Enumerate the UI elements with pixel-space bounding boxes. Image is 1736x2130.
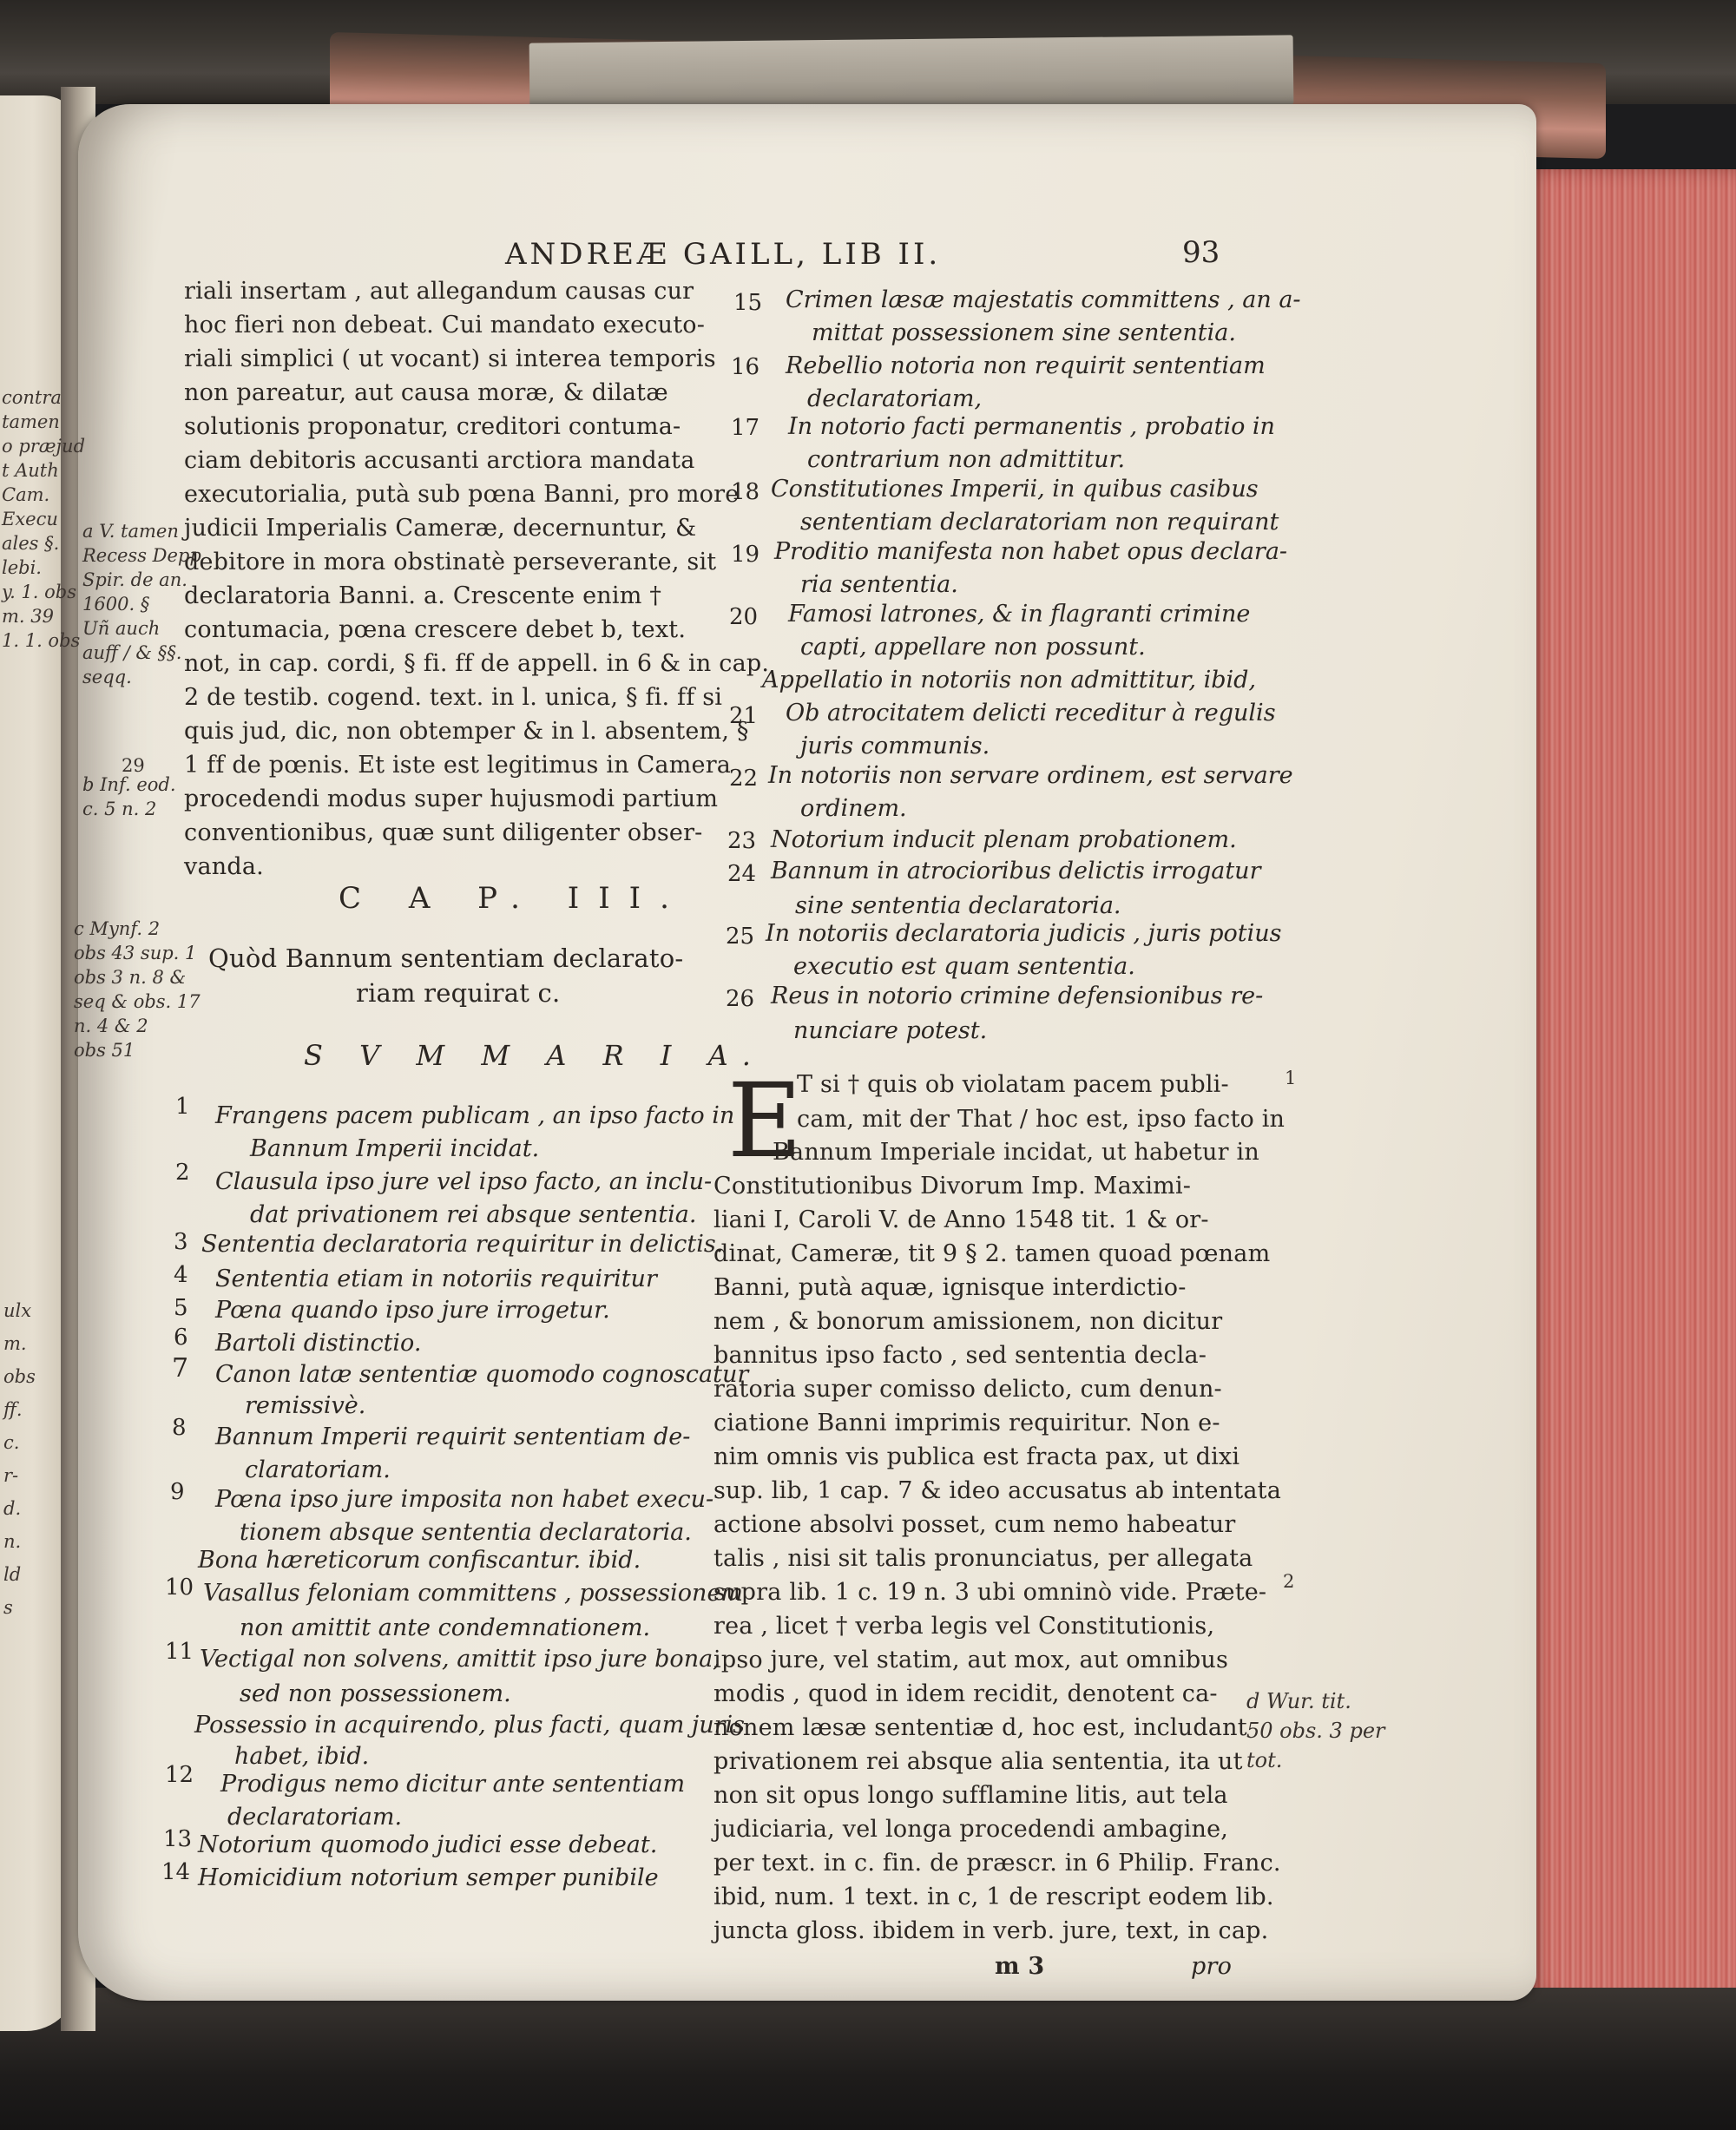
margin-line: Uñ auch (82, 618, 161, 639)
summary-number: 19 (731, 542, 760, 568)
summary-line: Homicidium notorium semper punibile (198, 1864, 659, 1891)
summary-number: 22 (729, 766, 759, 792)
text-line: solutionis proponatur, creditori contuma- (184, 413, 681, 440)
summary-line: Pœna quando ipso jure irrogetur. (215, 1297, 610, 1324)
summary-number: 13 (163, 1826, 193, 1852)
summary-line: nunciare potest. (793, 1017, 988, 1044)
catchword: pro (1191, 1953, 1233, 1980)
summary-line: Bannum Imperii requirit sententiam de- (215, 1423, 691, 1450)
summary-number: 26 (726, 986, 755, 1012)
fragment: ales §. (2, 533, 60, 554)
summary-line: Constitutiones Imperii, in quibus casibus (771, 476, 1259, 503)
summary-line: mittat possessionem sine sententia. (812, 319, 1236, 346)
summary-line: Famosi latrones, & in flagranti crimine (788, 601, 1251, 628)
summary-line: capti, appellare non possunt. (800, 634, 1146, 661)
text-line: bannitus ipso facto , sed sententia decla- (713, 1342, 1207, 1369)
text-line: privationem rei absque alia sententia, ita ut (713, 1748, 1243, 1775)
summary-line: Proditio manifesta non habet opus declara- (774, 538, 1288, 565)
summary-line: Prodigus nemo dicitur ante sententiam (220, 1771, 686, 1798)
summary-number: 7 (172, 1353, 189, 1384)
summary-line: Bannum in atrocioribus delictis irrogatur (771, 858, 1261, 884)
margin-line: c. 5 n. 2 (82, 799, 157, 819)
text-line: nonem læsæ sententiæ d, hoc est, includant (713, 1714, 1247, 1741)
text-line: non pareatur, aut causa moræ, & dilatæ (184, 379, 668, 406)
margin-line: n. 4 & 2 (74, 1016, 148, 1036)
text-line: ibid, num. 1 text. in c, 1 de rescript eodem lib. (713, 1883, 1274, 1910)
fragment: Execu (2, 509, 58, 529)
summary-line: Notorium quomodo judici esse debeat. (198, 1831, 658, 1858)
summary-line: Bartoli distinctio. (215, 1330, 422, 1357)
text-line: nim omnis vis publica est fracta pax, ut dixi (713, 1443, 1240, 1470)
chapter-title: riam requirat c. (356, 978, 561, 1008)
summary-line: In notoriis non servare ordinem, est servare (768, 762, 1293, 789)
summary-number: 4 (174, 1262, 188, 1288)
summary-number: 24 (727, 861, 757, 887)
fragment: s (3, 1597, 13, 1618)
fragment: m. (3, 1333, 27, 1354)
text-line: Bannum Imperiale incidat, ut habetur in (773, 1139, 1259, 1166)
summary-line: declaratoriam. (227, 1804, 403, 1831)
text-line: non sit opus longo sufflamine litis, aut tela (713, 1782, 1228, 1809)
text-line: vanda. (184, 853, 264, 880)
text-line: ciam debitoris accusanti arctiora mandata (184, 447, 695, 474)
summary-line: Possessio in acquirendo, plus facti, quam juris (194, 1712, 746, 1739)
summary-line: dat privationem rei absque sententia. (250, 1201, 697, 1228)
summary-line: Canon latæ sententiæ quomodo cognoscatur (215, 1361, 749, 1388)
summary-number: 14 (161, 1859, 191, 1885)
margin-line: b Inf. eod. (82, 774, 176, 795)
text-line: actione absolvi posset, cum nemo habeatur (713, 1511, 1236, 1538)
summary-line: Appellatio in notoriis non admittitur, ibid, (762, 667, 1257, 694)
fragment: ulx (3, 1300, 32, 1321)
margin-number: 1 (1285, 1068, 1297, 1088)
summary-line: Pœna ipso jure imposita non habet execu- (215, 1486, 714, 1513)
summary-line: Sententia etiam in notoriis requiritur (215, 1266, 657, 1292)
text-line: T si † quis ob violatam pacem publi- (797, 1071, 1229, 1098)
text-line: cam, mit der That / hoc est, ipso facto in (797, 1106, 1286, 1133)
summary-number: 17 (731, 415, 760, 441)
summary-line: contrarium non admittitur. (807, 446, 1126, 473)
summary-line: In notorio facti permanentis , probatio in (788, 413, 1275, 440)
fragment: r- (3, 1465, 19, 1486)
margin-line: obs 43 sup. 1 (74, 943, 197, 963)
summary-line: ria sententia. (800, 571, 958, 598)
summary-number: 10 (165, 1574, 194, 1601)
fragment: 1. 1. obs (2, 630, 81, 651)
fragment: tamen (2, 411, 60, 432)
fragment: y. 1. obs (2, 582, 76, 602)
summary-number: 9 (170, 1479, 185, 1505)
fragment: c. (3, 1432, 20, 1453)
summary-number: 15 (733, 290, 763, 316)
summary-line: tionem absque sententia declaratoria. (240, 1519, 692, 1546)
summary-number: 5 (174, 1295, 188, 1321)
margin-number: 2 (1283, 1571, 1295, 1592)
summary-line: ordinem. (800, 795, 907, 822)
text-line: contumacia, pœna crescere debet b, text. (184, 616, 687, 643)
bookmark-strip (529, 35, 1294, 112)
margin-line: seq & obs. 17 (74, 991, 201, 1012)
summary-line: executio est quam sententia. (793, 953, 1135, 980)
text-line: per text. in c. fin. de præscr. in 6 Philip. Franc. (713, 1850, 1281, 1877)
summary-line: Vasallus feloniam committens , possessionem (203, 1580, 744, 1607)
summaria-heading: S V M M A R I A. (304, 1039, 765, 1072)
text-line: nem , & bonorum amissionem, non dicitur (713, 1308, 1223, 1335)
margin-line: 1600. § (82, 594, 150, 615)
text-line: dinat, Cameræ, tit 9 § 2. tamen quoad pœnam (713, 1240, 1271, 1267)
text-line: judiciaria, vel longa procedendi ambagine, (713, 1816, 1229, 1843)
fragment: contra (2, 387, 62, 408)
margin-line: Recess Depp (82, 545, 201, 566)
summary-number: 25 (726, 924, 755, 950)
fragment: o præjud (2, 436, 86, 457)
page-number: 93 (1182, 235, 1220, 270)
fragment: Cam. (2, 484, 50, 505)
text-line: modis , quod in idem recidit, denotent ca- (713, 1680, 1218, 1707)
summary-number: 6 (174, 1325, 188, 1351)
margin-line: 50 obs. 3 per (1246, 1719, 1385, 1743)
summary-line: Notorium inducit plenam probationem. (771, 826, 1237, 853)
fragment: lebi. (2, 557, 42, 578)
margin-line: auff / & §§. (82, 642, 182, 663)
summary-line: Clausula ipso jure vel ipso facto, an inclu- (215, 1168, 713, 1195)
summary-line: Bona hæreticorum confiscantur. ibid. (198, 1547, 641, 1574)
chapter-heading: C A P. III. (339, 881, 688, 916)
summary-number: 20 (729, 604, 759, 630)
margin-line: c Mynf. 2 (74, 918, 161, 939)
text-line: declaratoria Banni. a. Crescente enim † (184, 582, 662, 609)
text-line: juncta gloss. ibidem in verb. jure, text, in cap. (713, 1917, 1269, 1944)
summary-line: remissivè. (245, 1392, 366, 1419)
fragment: d. (3, 1498, 22, 1519)
text-line: Banni, putà aquæ, ignisque interdictio- (713, 1274, 1187, 1301)
summary-line: Frangens pacem publicam , an ipso facto in (215, 1102, 735, 1129)
summary-line: Reus in notorio crimine defensionibus re- (771, 983, 1264, 1009)
red-fore-edge (1523, 169, 1736, 2009)
text-line: procedendi modus super hujusmodi partium (184, 786, 719, 812)
summary-line: declaratoriam, (807, 385, 983, 412)
summary-line: Vectigal non solvens, amittit ipso jure bona, (200, 1646, 720, 1673)
margin-line: obs 51 (74, 1040, 135, 1061)
summary-number: 11 (165, 1639, 194, 1665)
text-line: 1 ff de pœnis. Et iste est legitimus in Camera (184, 752, 732, 779)
margin-line: tot. (1246, 1748, 1283, 1772)
summary-number: 3 (174, 1229, 188, 1255)
summary-number: 12 (165, 1762, 194, 1788)
summary-number: 18 (731, 479, 760, 505)
margin-line: Spir. de an. (82, 569, 187, 590)
text-line: executorialia, putà sub pœna Banni, pro more (184, 481, 740, 508)
text-line: sup. lib, 1 cap. 7 & ideo accusatus ab intentata (713, 1477, 1282, 1504)
text-line: riali simplici ( ut vocant) si interea temporis (184, 345, 716, 372)
summary-line: Sententia declaratoria requiritur in delictis. (201, 1231, 724, 1258)
text-line: ratoria super comisso delicto, cum denun- (713, 1376, 1222, 1403)
summary-line: juris communis. (800, 733, 990, 759)
fragment: ff. (3, 1399, 23, 1420)
text-line: riali insertam , aut allegandum causas cur (184, 278, 694, 305)
text-line: ipso jure, vel statim, aut mox, aut omnibus (713, 1647, 1229, 1673)
summary-number: 23 (727, 828, 757, 854)
summary-line: non amittit ante condemnationem. (240, 1614, 651, 1641)
text-line: not, in cap. cordi, § fi. ff de appell. in 6 & in cap. (184, 650, 770, 677)
margin-line: d Wur. tit. (1246, 1689, 1351, 1713)
text-line: supra lib. 1 c. 19 n. 3 ubi omninò vide. Præte- (713, 1579, 1267, 1606)
fragment: n. (3, 1531, 22, 1552)
drop-cap: E (727, 1061, 803, 1180)
margin-line: seqq. (82, 667, 132, 687)
summary-number: 1 (175, 1094, 190, 1120)
bottom-shadow (0, 1988, 1736, 2130)
fragment: m. 39 (2, 606, 54, 627)
text-line: Constitutionibus Divorum Imp. Maximi- (713, 1173, 1192, 1200)
text-line: ciatione Banni imprimis requiritur. Non e- (713, 1410, 1220, 1436)
summary-line: habet, ibid. (234, 1743, 370, 1770)
margin-line: a V. tamen (82, 521, 179, 542)
text-line: debitore in mora obstinatè perseverante, sit (184, 549, 717, 575)
text-line: hoc fieri non debeat. Cui mandato executo- (184, 312, 706, 339)
summary-line: Bannum Imperii incidat. (250, 1135, 540, 1162)
summary-line: sed non possessionem. (240, 1680, 511, 1707)
summary-line: sine sententia declaratoria. (795, 892, 1121, 919)
fragment: t Auth (2, 460, 59, 481)
summary-line: claratoriam. (245, 1456, 391, 1483)
summary-number: 21 (729, 703, 759, 729)
summary-number: 2 (175, 1160, 190, 1186)
text-line: conventionibus, quæ sunt diligenter obser- (184, 819, 703, 846)
text-line: talis , nisi sit talis pronunciatus, per allegata (713, 1545, 1253, 1572)
text-line: liani I, Caroli V. de Anno 1548 tit. 1 & or- (713, 1206, 1209, 1233)
running-title: ANDREÆ GAILL, LIB II. (505, 237, 942, 272)
summary-line: sententiam declaratoriam non requirant (800, 509, 1279, 536)
summary-line: Ob atrocitatem delicti receditur à regulis (786, 700, 1276, 726)
text-line: 2 de testib. cogend. text. in l. unica, § fi. ff si (184, 684, 723, 711)
summary-line: Rebellio notoria non requirit sententiam (786, 352, 1266, 379)
signature-mark: m 3 (995, 1953, 1045, 1980)
margin-number: 29 (122, 755, 145, 776)
summary-number: 8 (172, 1415, 187, 1441)
chapter-title: Quòd Bannum sententiam declarato- (208, 943, 684, 973)
fragment: ld (3, 1564, 22, 1585)
margin-line: obs 3 n. 8 & (74, 967, 187, 988)
summary-line: Crimen læsæ majestatis committens , an a- (786, 286, 1301, 313)
summary-line: In notoriis declaratoria judicis , juris potius (766, 920, 1282, 947)
text-line: rea , licet † verba legis vel Constitutionis, (713, 1613, 1215, 1640)
summary-number: 16 (731, 354, 760, 380)
fragment: obs (3, 1366, 36, 1387)
text-line: judicii Imperialis Cameræ, decernuntur, & (184, 515, 697, 542)
text-line: quis jud, dic, non obtemper & in l. absentem, § (184, 718, 749, 745)
